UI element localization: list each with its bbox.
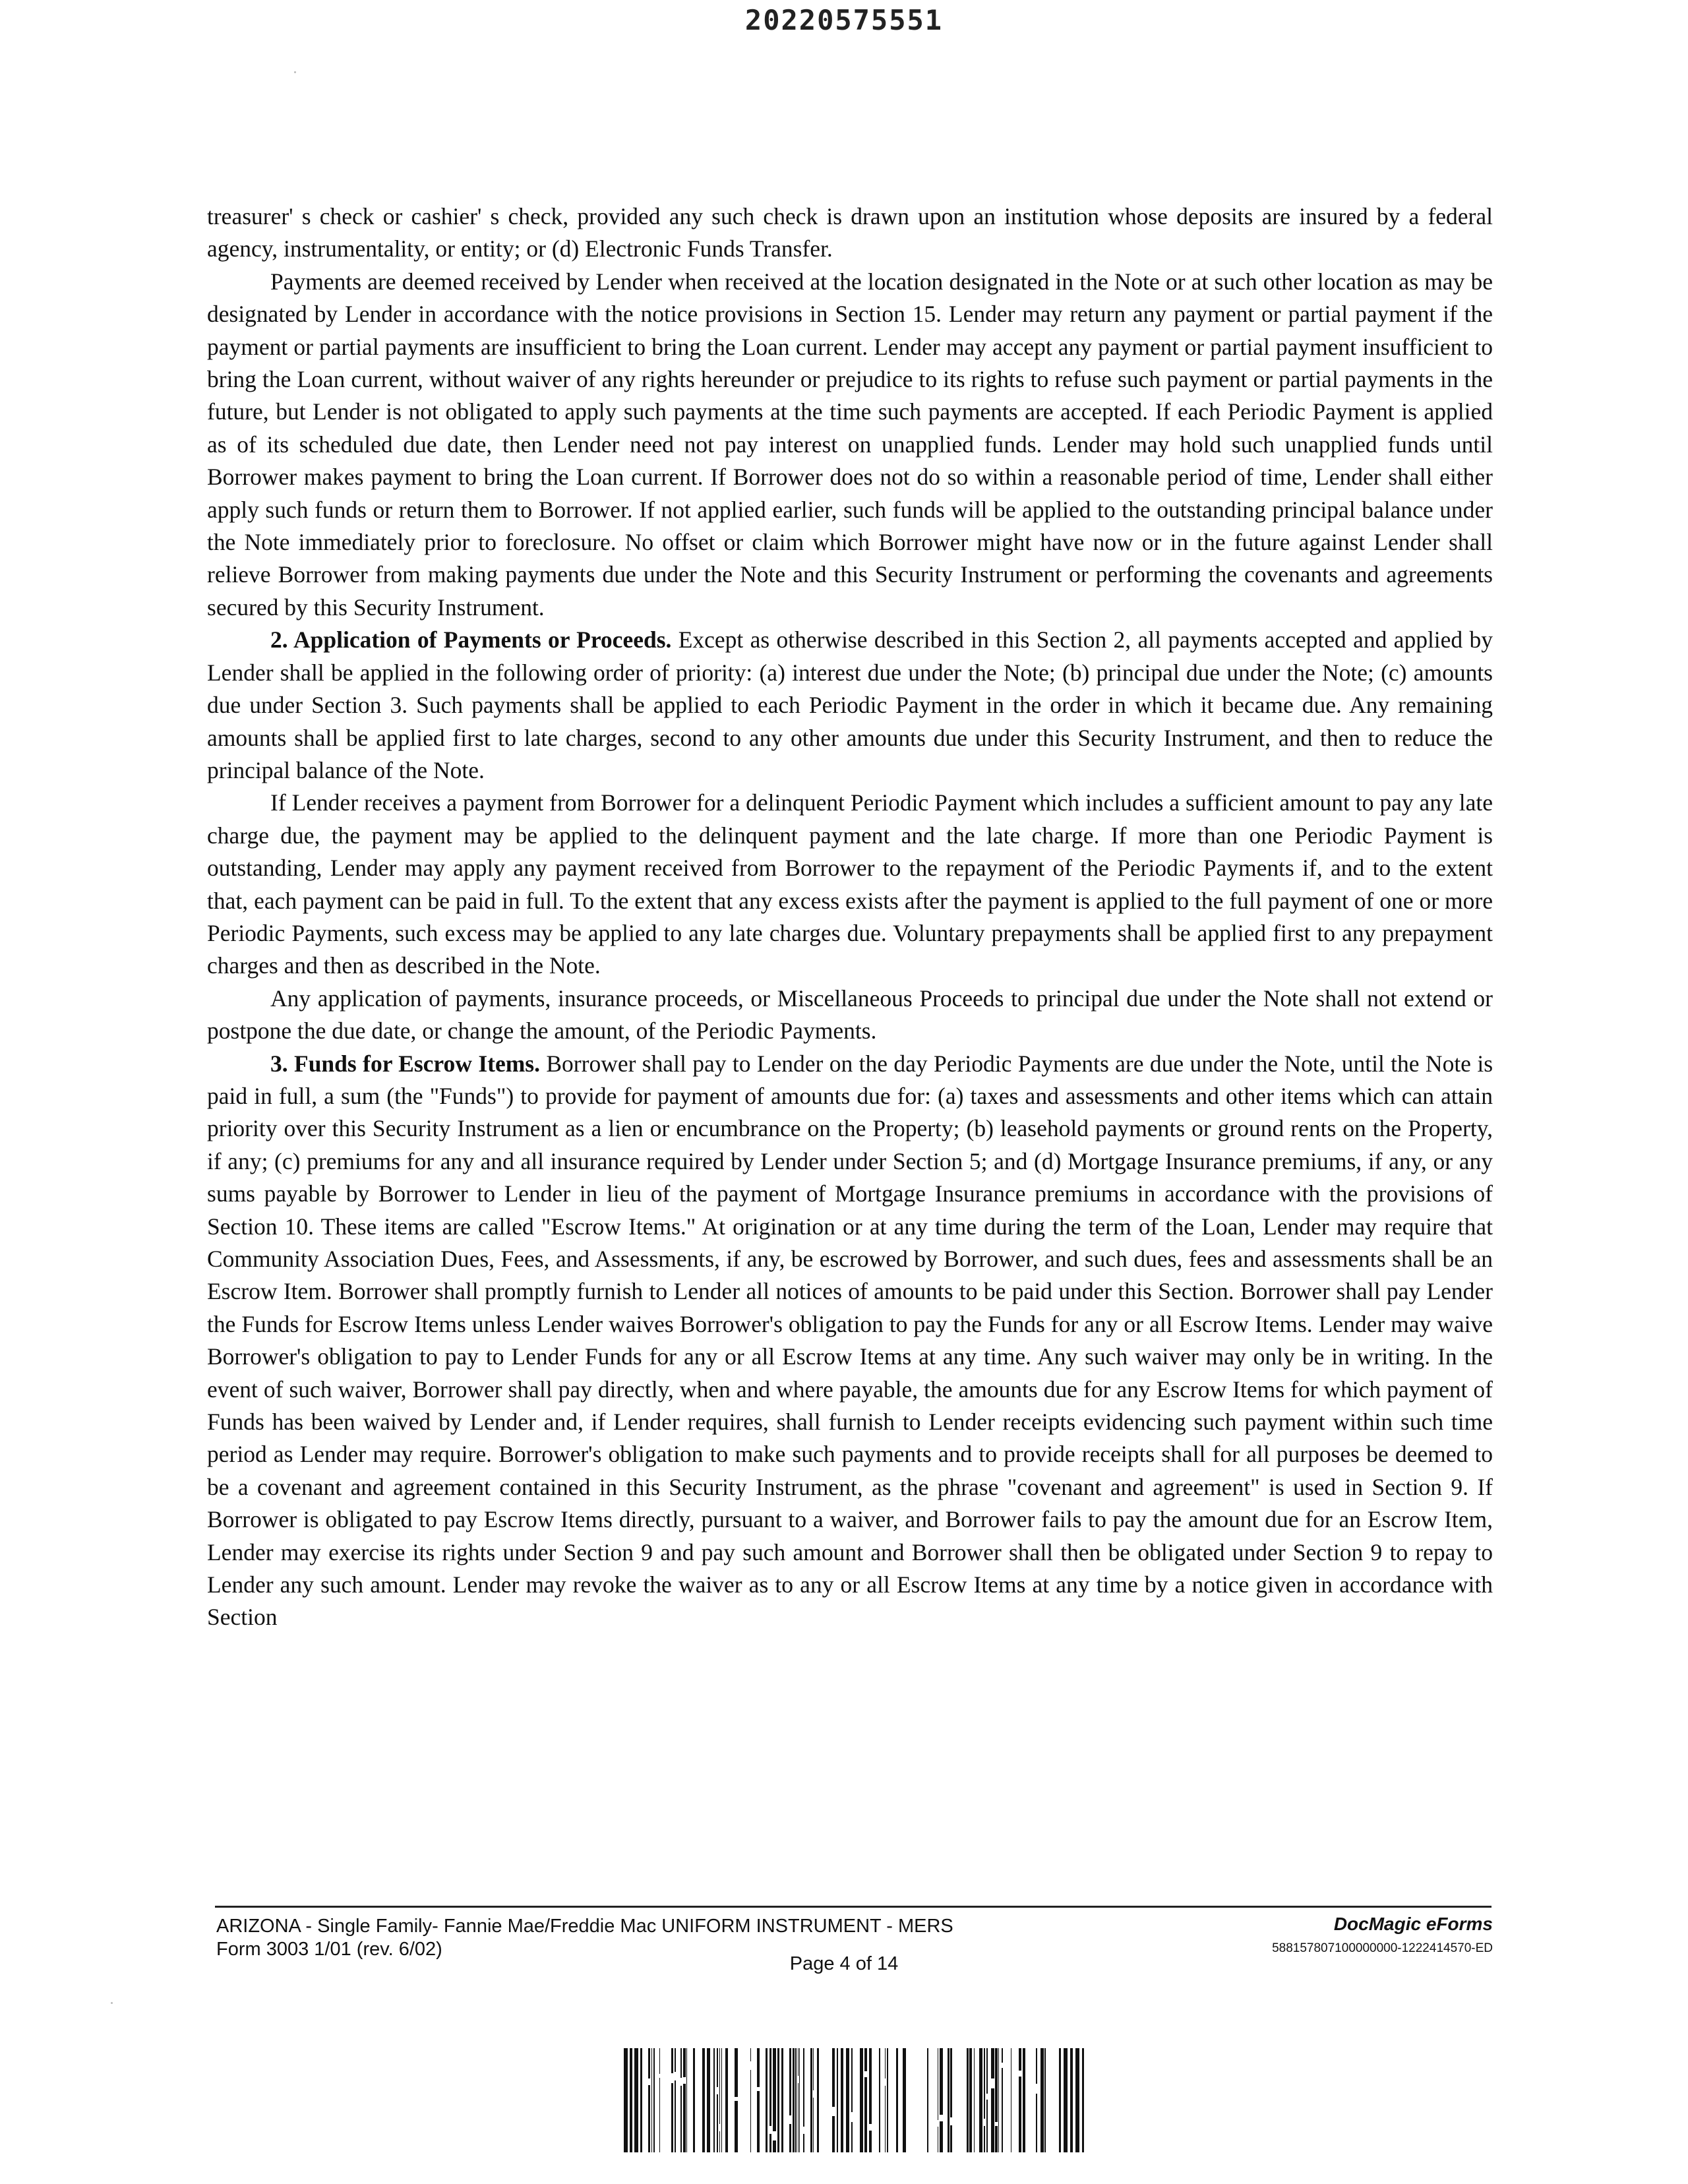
scan-speck xyxy=(294,71,296,73)
scan-speck xyxy=(111,2002,113,2004)
page-number: Page 4 of 14 xyxy=(789,1953,899,1974)
form-number: Form 3003 1/01 (rev. 6/02) xyxy=(216,1939,442,1960)
form-title: ARIZONA - Single Family- Fannie Mae/Freddie Mac UNIFORM INSTRUMENT - MERS xyxy=(216,1916,953,1937)
section-3-text: Borrower shall pay to Lender on the day Periodic Payments are due under the Note, until the Note is paid in full, a sum (the "Funds") to provide for payment of amounts due for: (a) taxes and assessments and other items which can attain priority over this Security Instrument as a lien or encumbrance on the Property; (b) leasehold payments or ground rents on the Property, if any; (c) premiums for any and all insurance required by Lender under Section 5; and (d) Mortgage Insurance premiums, if any, or any sums payable by Borrower to Lender in lieu of the payment of Mortgage Insurance premiums in accordance with the provisions of Section 10. These items are called "Escrow Items." At origination or at any time during the term of the Loan, Lender may require that Community Association Dues, Fees, and Assessments, if any, be escrowed by Borrower, and such dues, fees and assessments shall be an Escrow Item. Borrower shall promptly furnish to Lender all notices of amounts to be paid under this Section. Borrower shall pay Lender the Funds for Escrow Items unless Lender waives Borrower's obligation to pay the Funds for any or all Escrow Items. Lender may waive Borrower's obligation to pay to Lender Funds for any or all Escrow Items at any time. Any such waiver may only be in writing. In the event of such waiver, Borrower shall pay directly, when and where payable, the amounts due for any Escrow Items for which payment of Funds has been waived by Lender and, if Lender requires, shall furnish to Lender receipts evidencing such payment within such time period as Lender may require. Borrower's obligation to make such payments and to provide receipts shall for all purposes be deemed to be a covenant and agreement contained in this Security Instrument, as the phrase "covenant and agreement" is used in Section 9. If Borrower is obligated to pay Escrow Items directly, pursuant to a waiver, and Borrower fails to pay the amount due for an Escrow Item, Lender may exercise its rights under Section 9 and pay such amount and Borrower shall then be obligated under Section 9 to repay to Lender any such amount. Lender may revoke the waiver as to any or all Escrow Items at any time by a notice given in accordance with Section xyxy=(207,1050,1493,1631)
section-2-heading: 2. Application of Payments or Proceeds. xyxy=(270,626,672,653)
section-2-text: Except as otherwise described in this Section 2, all payments accepted and applied by Lender shall be applied in the following order of priority: (a) interest due under the Note; (b) principal due under the Note; (c) amounts due under Section 3. Such payments shall be applied to each Periodic Payment in the order in which it became due. Any remaining amounts shall be applied first to late charges, second to any other amounts due under this Security Instrument, and then to reduce the principal balance of the Note. xyxy=(207,626,1493,783)
section-3-heading: 3. Funds for Escrow Items. xyxy=(270,1050,540,1077)
section-2 xyxy=(207,624,1493,787)
paragraph-delinquent-payment: If Lender receives a payment from Borrower for a delinquent Periodic Payment which includes a sufficient amount to pay any late charge due, the payment may be applied to the delinquent payment and the late charge. If more than one Periodic Payment is outstanding, Lender may apply any payment received from Borrower to the repayment of the Periodic Payments if, and to the extent that, each payment can be paid in full. To the extent that any excess exists after the payment is applied to the full payment of one or more Periodic Payments, such excess may be applied to any late charges due. Voluntary prepayments shall be applied first to any prepayment charges and then as described in the Note. xyxy=(207,789,1493,979)
paragraph-payment-methods: treasurer' s check or cashier' s check, provided any such check is drawn upon an institution whose deposits are insured by a federal agency, instrumentality, or entity; or (d) Electronic Funds Transfer. xyxy=(207,203,1493,262)
docmagic-logo: DocMagic eForms xyxy=(1333,1914,1493,1934)
footer-divider xyxy=(215,1906,1492,1908)
document-body xyxy=(207,200,1493,1634)
section-3 xyxy=(207,1048,1493,1634)
document-code: 588157807100000000-1222414570-ED xyxy=(1272,1941,1493,1955)
barcode-icon xyxy=(624,2048,1095,2152)
recording-number: 20220575551 xyxy=(744,4,944,36)
paragraph-payments-received: Payments are deemed received by Lender when received at the location designated in the Note or at such other location as may be designated by Lender in accordance with the notice provisions in Section 15. Lender may return any payment or partial payment if the payment or partial payments are insufficient to bring the Loan current. Lender may accept any payment or partial payment insufficient to bring the Loan current, without waiver of any rights hereunder or prejudice to its rights to refuse such payment or partial payments in the future, but Lender is not obligated to apply such payments at the time such payments are accepted. If each Periodic Payment is applied as of its scheduled due date, then Lender need not pay interest on unapplied funds. Lender may hold such unapplied funds until Borrower makes payment to bring the Loan current. If Borrower does not do so within a reasonable period of time, Lender shall either apply such funds or return them to Borrower. If not applied earlier, such funds will be applied to the outstanding principal balance under the Note immediately prior to foreclosure. No offset or claim which Borrower might have now or in the future against Lender shall relieve Borrower from making payments due under the Note and this Security Instrument or performing the covenants and agreements secured by this Security Instrument. xyxy=(207,268,1493,621)
paragraph-application-of-proceeds: Any application of payments, insurance proceeds, or Miscellaneous Proceeds to principal due under the Note shall not extend or postpone the due date, or change the amount, of the Periodic Payments. xyxy=(207,985,1493,1045)
